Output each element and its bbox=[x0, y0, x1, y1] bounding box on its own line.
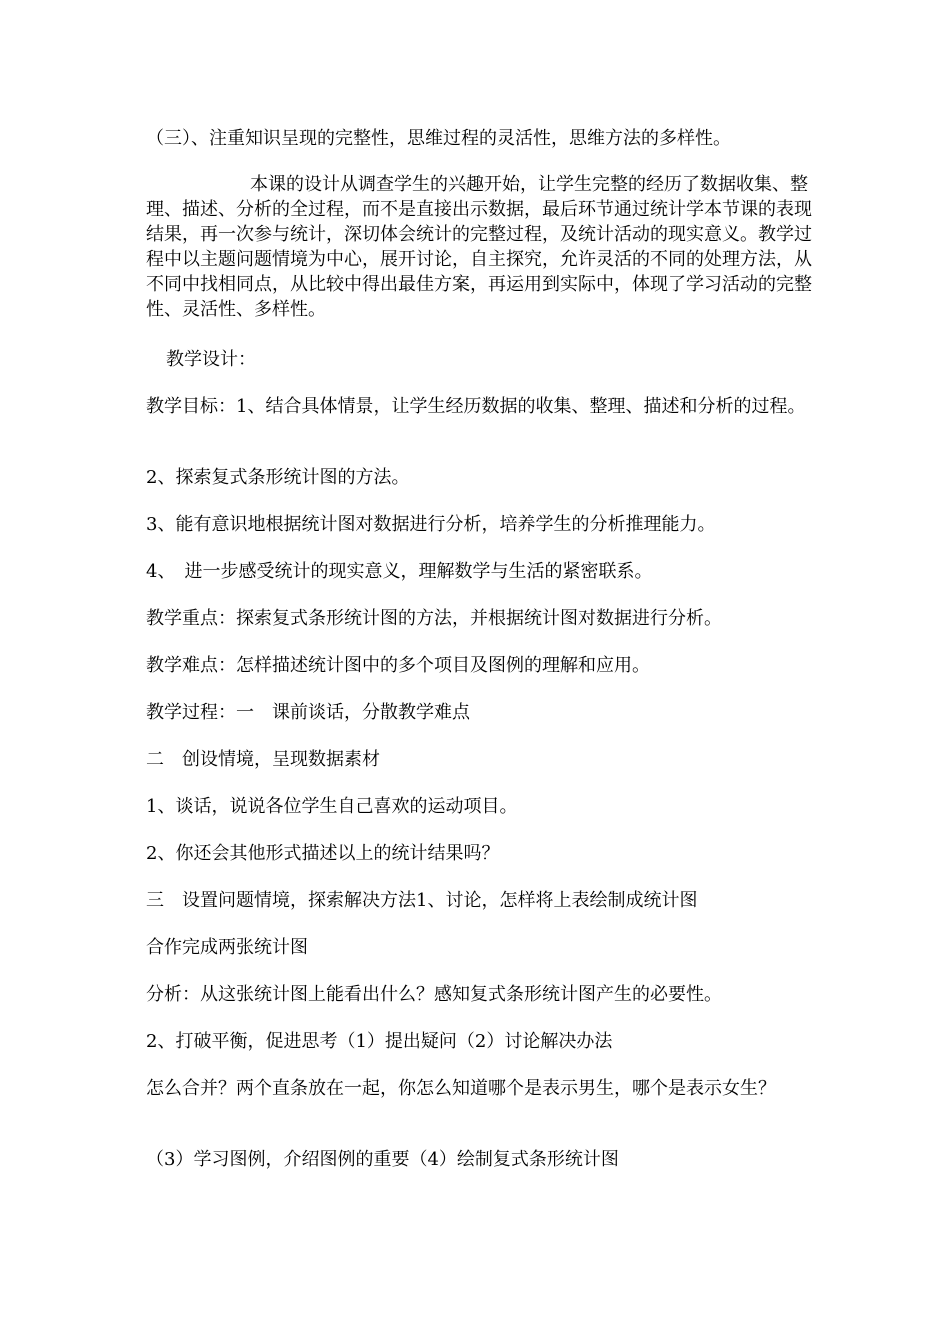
process-item-break-balance: 2、打破平衡，促进思考（1）提出疑问（2）讨论解决办法 bbox=[146, 1031, 613, 1052]
process-item-other-forms: 2、你还会其他形式描述以上的统计结果吗？ bbox=[146, 843, 500, 864]
design-paragraph: 本课的设计从调查学生的兴趣开始，让学生完整的经历了数据收集、整理、描述、分析的全过程，而不是直接出示数据，最后环节通过统计学本节课的表现结果，再一次参与统计，深切体会统计的完整过程，及统计活动的现实意义。教学过程中以主题问题情境为中心，展开讨论，自主探究，允许灵活的不同的处理方法，从不同中找相同点，从比较中得出最佳方案，再运用到实际中，体现了学习活动的完整性、灵活性、多样性。 bbox=[146, 174, 812, 320]
process-item-analysis: 分析：从这张统计图上能看出什么？感知复式条形统计图产生的必要性。 bbox=[146, 984, 722, 1005]
process-item-talk: 1、谈话，说说各位学生自己喜欢的运动项目。 bbox=[146, 796, 518, 817]
teaching-goal-4: 4、 进一步感受统计的现实意义，理解数学与生活的紧密联系。 bbox=[146, 561, 653, 582]
process-item-merge-question: 怎么合并？两个直条放在一起，你怎么知道哪个是表示男生，哪个是表示女生？ bbox=[146, 1078, 776, 1099]
teaching-goal-3: 3、能有意识地根据统计图对数据进行分析，培养学生的分析推理能力。 bbox=[146, 514, 716, 535]
teaching-goal-1: 教学目标：1、结合具体情景，让学生经历数据的收集、整理、描述和分析的过程。 bbox=[146, 396, 806, 417]
teaching-key-point: 教学重点：探索复式条形统计图的方法，并根据统计图对数据进行分析。 bbox=[146, 608, 722, 629]
process-item-legend: （3）学习图例，介绍图例的重要（4）绘制复式条形统计图 bbox=[146, 1149, 619, 1170]
teaching-difficulty: 教学难点：怎样描述统计图中的多个项目及图例的理解和应用。 bbox=[146, 655, 650, 676]
teaching-process-3: 三 设置问题情境，探索解决方法1、讨论，怎样将上表绘制成统计图 bbox=[146, 890, 698, 911]
teaching-design-heading: 教学设计： bbox=[166, 349, 256, 370]
teaching-process-1: 教学过程：一 课前谈话，分散教学难点 bbox=[146, 702, 470, 723]
process-item-cooperate: 合作完成两张统计图 bbox=[146, 937, 308, 958]
teaching-goal-2: 2、探索复式条形统计图的方法。 bbox=[146, 467, 410, 488]
section-heading: （三）、注重知识呈现的完整性，思维过程的灵活性，思维方法的多样性。 bbox=[146, 128, 731, 149]
teaching-process-2: 二 创设情境，呈现数据素材 bbox=[146, 749, 380, 770]
